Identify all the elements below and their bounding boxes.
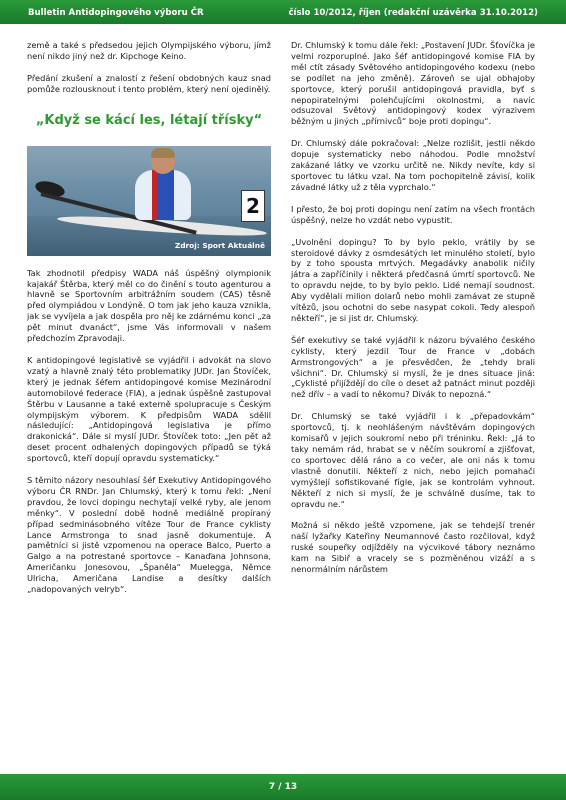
paragraph: „Uvolnění dopingu? To by bylo peklo, vrátily by se steroidové dávky z osmdesátých let minulého století, bylo by z toho spousta mrtvých. Megadávky anabolik ničily játra a zapříčinily i některá předčasná úmrtí sportovců. Ne to opravdu nejde, to by bylo peklo. Lidé nemají soudnost. Aby vydělali milion dolarů nebo mohli zamávat ze stupně vítězů, jsou ochotni do sebe nasypat cokoli. Tedy alespoň někteří“, je si jist dr. Chlumský. [291, 236, 535, 323]
paragraph: K antidopingové legislativě se vyjádřil i advokát na slovo vzatý a hlavně znalý této problematiky JUDr. Jan Štovíček, který je jednak šéfem antidopingové komise Mezinárodní automobilové federace (FIA), a jednak úspěšně zastupoval Štěrbu v Lausanne a také externě spolupracuje s Českým olympijským výborem. K předpisům WADA sdělil následující: „Antidopingová legislativa je přímo drakonická“. Dále si myslí JUDr. Štovíček toto: „Jen pět až deset procent odhalených dopingových případů se týká sportovců, kteří dopují opravdu systematicky.“ [27, 354, 271, 464]
paragraph: Možná si někdo ještě vzpomene, jak se tehdejší trenér naší lyžařky Kateřiny Neumannové často rozčiloval, když ruské soupeřky odjížděly na výcvikové tábory neznámo kam na Sibiř a vracely se s pozměněnou vizáží a s nenormálním nárůstem [291, 520, 535, 575]
paragraph: Tak zhodnotil předpisy WADA náš úspěšný olympionik kajakář Štěrba, který měl co do činění s touto agenturou a hlavně se Sportovním arbitrážním soudem (CAS) těsně před olympiádou v Londýně. O tom jak jeho kauza vznikla, jak se vyvíjela a jak dospěla pro něj ke zdárnému konci „za pět minut dvanáct“, jsme Vás informovali v našem předchozím Zpravodaji. [27, 267, 271, 344]
page-number: 7 / 13 [268, 782, 298, 792]
paragraph: Dr. Chlumský se také vyjádřil i k „přepadovkám“ sportovců, tj. k neohlášeným návštěvám dopingových komisařů v jejich soukromí nebo při tréninku. Řekl: „Já to taky nemám rád, hrabat se v něčím soukromí a zjišťovat, co sportovec dělá ráno a co večer, ale oni nás k tomu vlastně donutili. Někteří z nich, nebo jejich pomahači vymýšlejí sofistikované fígle, jak se kontrolám vyhnout. Někteří z nich si myslí, že je schválně dusíme, tak to opravdu ne.“ [291, 411, 535, 509]
left-column [27, 40, 271, 595]
bulletin-title: Bulletin Antidopingového výboru ČR [28, 8, 204, 18]
section-heading: „Když se kácí les, létají třísky“ [35, 112, 263, 128]
photo-credit: Zdroj: Sport Aktuálně [174, 240, 265, 250]
page-footer [0, 774, 566, 800]
issue-info: číslo 10/2012, říjen (redakční uzávěrka 31.10.2012) [288, 8, 538, 18]
paragraph: Dr. Chlumský k tomu dále řekl: „Postavení JUDr. Šťovíčka je velmi rozporuplné. Jako šéf antidopingové komise FIA by měl ctít zásady Světového antidopingového kodexu (nebo se podílet na jeho změně). Zároveň se ujal obhajoby sportovce, který porušil antidopingová pravidla, byť s nepopiratelnými polehčujícími okolnostmi, a navíc odsuzoval Světový antidopingový kodex výrazivem běžným u jiných „přírnivců“ boje proti dopingu“. [291, 40, 535, 127]
paragraph: I přesto, že boj proti dopingu není zatím na všech frontách úspěšný, nelze ho vzdát nebo vypustit. [291, 203, 535, 225]
paragraph: Předání zkušení a znalostí z řešení obdobných kauz snad pomůže rozlousknout i tento problém, který není ojedinělý. [27, 72, 271, 94]
bulletin-header [0, 0, 566, 24]
paragraph: země a také s předsedou jejich Olympijského výboru, jímž není nikdo jiný než dr. Kipchoge Keino. [27, 40, 271, 61]
kayak-photo [27, 146, 271, 256]
paragraph: S těmito názory nesouhlasí šéf Exekutivy Antidopingového výboru ČR RNDr. Jan Chlumský, který k tomu řekl: „Není pravdou, že lovci dopingu nechytají velké ryby, ale jenom měnky“. V poslední době hodně mediálně propíraný případ sedminásobného vítěze Tour de France cyklisty Lance Armstronga to snad jasně dokumentuje. A pamětníci si jistě vzpomenou na operace Balco, Puerto a Galgo a na potrestané sportovce – Kanaďana Johnsona, Američanku Jonesovou, „Španěla“ Mueleggа, Němce Ulricha, Američana Landise a desítky dalších „nadopovaných velryb“. [27, 475, 271, 595]
right-column [291, 40, 535, 575]
athlete-shape [135, 170, 191, 220]
paragraph: Dr. Chlumský dále pokračoval: „Nelze rozlišit, jestli někdo dopuje systematicky nebo náhodou. Podle množství zakázané látky ve vzorku určitě ne. Nikdy nevíte, kdy si sportovec tu látku vzal. Na tom pochopitelně závisí, kolik závadné látky už z těla vyprchalo.“ [291, 138, 535, 192]
paragraph: Šéf exekutivy se také vyjádřil k názoru bývalého českého cyklisty, který jezdil Tour de France v „dobách Armstrongových“ a je přesvědčen, že „tehdy brali všichni“. Dr. Chlumský si myslí, že je dnes situace jiná: „Cyklisté přijíždějí do cíle o deset až patnáct minut později než dřív – a vadí to někomu? Divák to nepozná.“ [291, 334, 535, 400]
race-number: 2 [241, 190, 265, 222]
